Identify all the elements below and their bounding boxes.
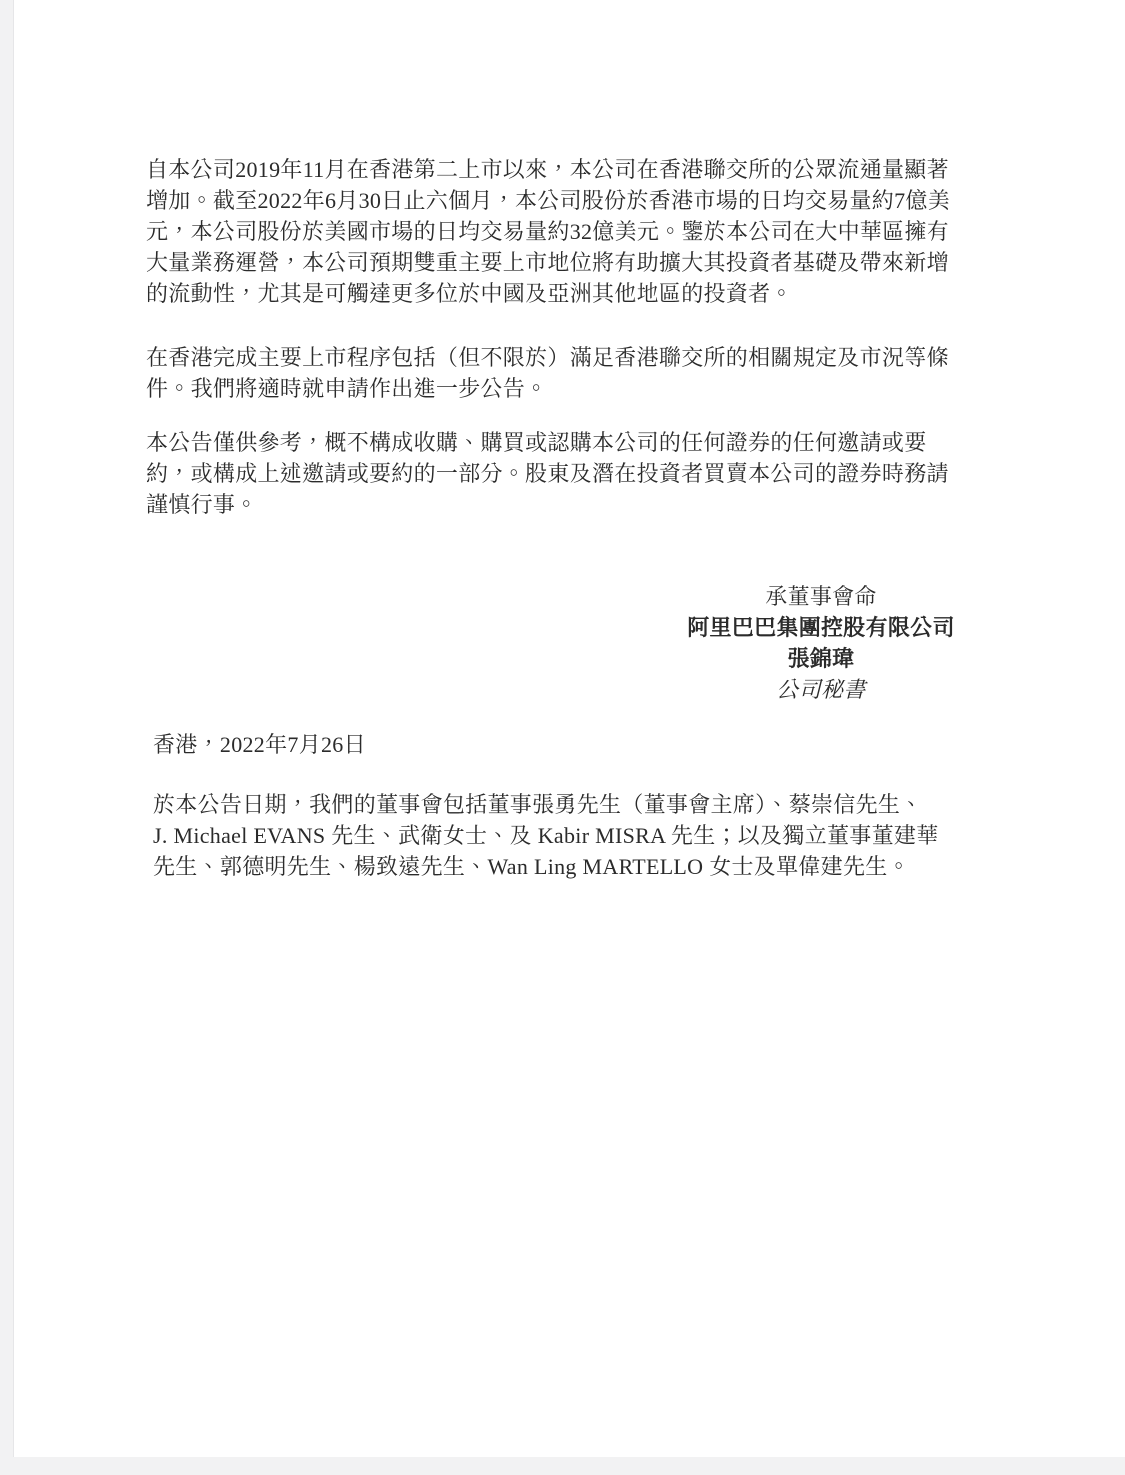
signature-signer-name: 張錦瑋 <box>787 646 855 671</box>
text-line: 本公告僅供參考，概不構成收購、購買或認購本公司的任何證券的任何邀請或要 <box>146 430 927 455</box>
signature-block <box>641 581 1001 705</box>
paragraph-disclaimer <box>146 427 949 520</box>
text-line: 自本公司2019年11月在香港第二上市以來，本公司在香港聯交所的公眾流通量顯著 <box>146 157 949 182</box>
document-page <box>13 0 1125 1457</box>
text-line: 增加。截至2022年6月30日止六個月，本公司股份於香港市場的日均交易量約7億美 <box>146 188 951 213</box>
dateline: 香港，2022年7月26日 <box>153 732 366 757</box>
paragraph-secondary-listing-liquidity <box>146 154 950 309</box>
text-line: 的流動性，尤其是可觸達更多位於中國及亞洲其他地區的投資者。 <box>146 281 793 306</box>
text-line: 謹慎行事。 <box>146 492 258 517</box>
text-line: 約，或構成上述邀請或要約的一部分。股東及潛在投資者買賣本公司的證券時務請 <box>146 461 949 486</box>
signature-on-behalf-of-board: 承董事會命 <box>765 584 877 609</box>
text-line: 先生、郭德明先生、楊致遠先生、Wan Ling MARTELLO 女士及單偉建先生。 <box>153 854 910 879</box>
signature-signer-title: 公司秘書 <box>776 677 866 702</box>
text-line: 在香港完成主要上市程序包括（但不限於）滿足香港聯交所的相關規定及市況等條 <box>146 345 949 370</box>
paragraph-board-composition <box>153 789 939 882</box>
text-line: 元，本公司股份於美國市場的日均交易量約32億美元。鑒於本公司在大中華區擁有 <box>146 219 950 244</box>
text-line: 於本公告日期，我們的董事會包括董事張勇先生（董事會主席）、蔡崇信先生、 <box>153 792 923 817</box>
text-line: J. Michael EVANS 先生、武衛女士、及 Kabir MISRA 先生；以及獨立董事董建華 <box>153 823 939 848</box>
text-line: 大量業務運營，本公司預期雙重主要上市地位將有助擴大其投資者基礎及帶來新增 <box>146 250 949 275</box>
paragraph-primary-listing-process <box>146 342 949 404</box>
text-line: 件。我們將適時就申請作出進一步公告。 <box>146 376 548 401</box>
signature-company-name: 阿里巴巴集團控股有限公司 <box>687 615 955 640</box>
